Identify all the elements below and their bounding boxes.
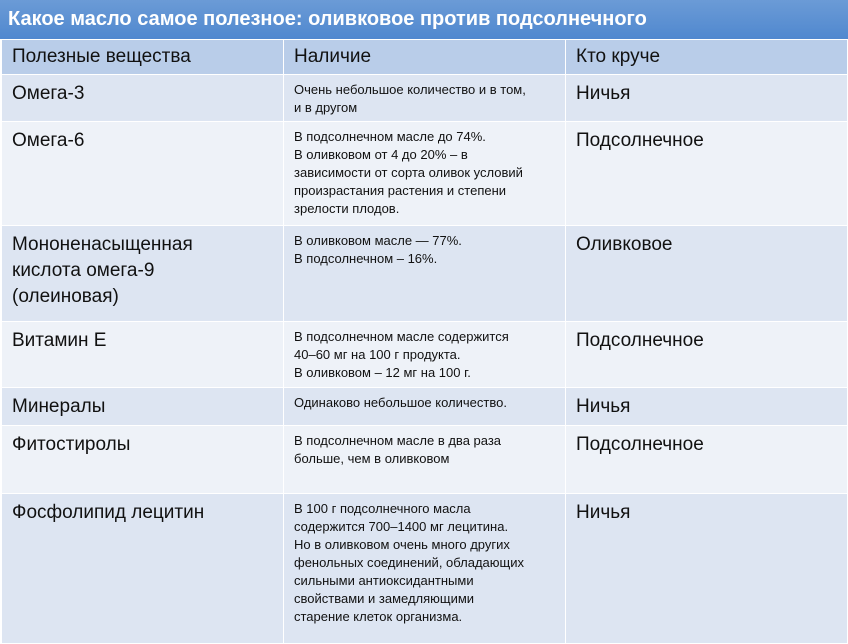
- substance-cell: [2, 322, 284, 388]
- substance-line: Фосфолипид лецитин: [12, 502, 205, 523]
- presence-line: зрелости плодов.: [294, 201, 400, 216]
- substance-line: Фитостиролы: [12, 434, 131, 455]
- substance-line: Омега-3: [12, 83, 85, 104]
- substance-cell: [2, 494, 284, 644]
- substance-line: Минералы: [12, 396, 106, 417]
- presence-cell: [284, 388, 566, 426]
- presence-line: В оливковом от 4 до 20% – в: [294, 147, 468, 162]
- presence-cell: [284, 322, 566, 388]
- table-header-row: [2, 40, 848, 75]
- header-substances: Полезные вещества: [2, 40, 284, 75]
- presence-line: произрастания растения и степени: [294, 183, 507, 198]
- presence-cell: [284, 494, 566, 644]
- winner-cell: Подсолнечное: [566, 426, 848, 494]
- substance-line: Витамин Е: [12, 330, 107, 351]
- presence-line: В подсолнечном масле содержится: [294, 329, 509, 344]
- substance-cell: [2, 426, 284, 494]
- substance-line: Омега-6: [12, 130, 85, 151]
- presence-line: зависимости от сорта оливок условий: [294, 165, 523, 180]
- substance-line: кислота омега-9: [12, 260, 155, 281]
- table-row: [2, 426, 848, 494]
- winner-cell: Ничья: [566, 494, 848, 644]
- substance-cell: [2, 75, 284, 122]
- winner-cell: Подсолнечное: [566, 122, 848, 226]
- presence-line: В оливковом масле — 77%.: [294, 233, 462, 248]
- presence-line: фенольных соединений, обладающих: [294, 555, 524, 570]
- winner-cell: Ничья: [566, 388, 848, 426]
- table-row: [2, 322, 848, 388]
- presence-line: старение клеток организма.: [294, 609, 463, 624]
- page-title: Какое масло самое полезное: оливковое против подсолнечного: [0, 0, 848, 39]
- winner-cell: Ничья: [566, 75, 848, 122]
- table-row: [2, 75, 848, 122]
- substance-line: (олеиновая): [12, 286, 119, 307]
- presence-line: сильными антиоксидантными: [294, 573, 474, 588]
- winner-cell: Подсолнечное: [566, 322, 848, 388]
- presence-line: В подсолнечном масле в два раза: [294, 433, 502, 448]
- presence-line: В подсолнечном – 16%.: [294, 251, 438, 266]
- presence-line: В подсолнечном масле до 74%.: [294, 129, 486, 144]
- presence-line: и в другом: [294, 100, 358, 115]
- presence-cell: [284, 426, 566, 494]
- substance-cell: [2, 226, 284, 322]
- table-row: [2, 226, 848, 322]
- presence-line: Очень небольшое количество и в том,: [294, 82, 526, 97]
- table-row: [2, 494, 848, 644]
- presence-line: больше, чем в оливковом: [294, 451, 450, 466]
- substance-line: Мононенасыщенная: [12, 234, 193, 255]
- presence-line: Одинаково небольшое количество.: [294, 395, 507, 410]
- table-row: [2, 122, 848, 226]
- header-presence: Наличие: [284, 40, 566, 75]
- header-winner: Кто круче: [566, 40, 848, 75]
- substance-cell: [2, 388, 284, 426]
- comparison-table: [1, 39, 848, 644]
- presence-cell: [284, 75, 566, 122]
- table-row: [2, 388, 848, 426]
- presence-line: В 100 г подсолнечного масла: [294, 501, 471, 516]
- presence-cell: [284, 122, 566, 226]
- presence-line: 40–60 мг на 100 г продукта.: [294, 347, 461, 362]
- presence-line: содержится 700–1400 мг лецитина.: [294, 519, 509, 534]
- presence-line: В оливковом – 12 мг на 100 г.: [294, 365, 471, 380]
- presence-line: Но в оливковом очень много других: [294, 537, 510, 552]
- substance-cell: [2, 122, 284, 226]
- winner-cell: Оливковое: [566, 226, 848, 322]
- presence-line: свойствами и замедляющими: [294, 591, 475, 606]
- presence-cell: [284, 226, 566, 322]
